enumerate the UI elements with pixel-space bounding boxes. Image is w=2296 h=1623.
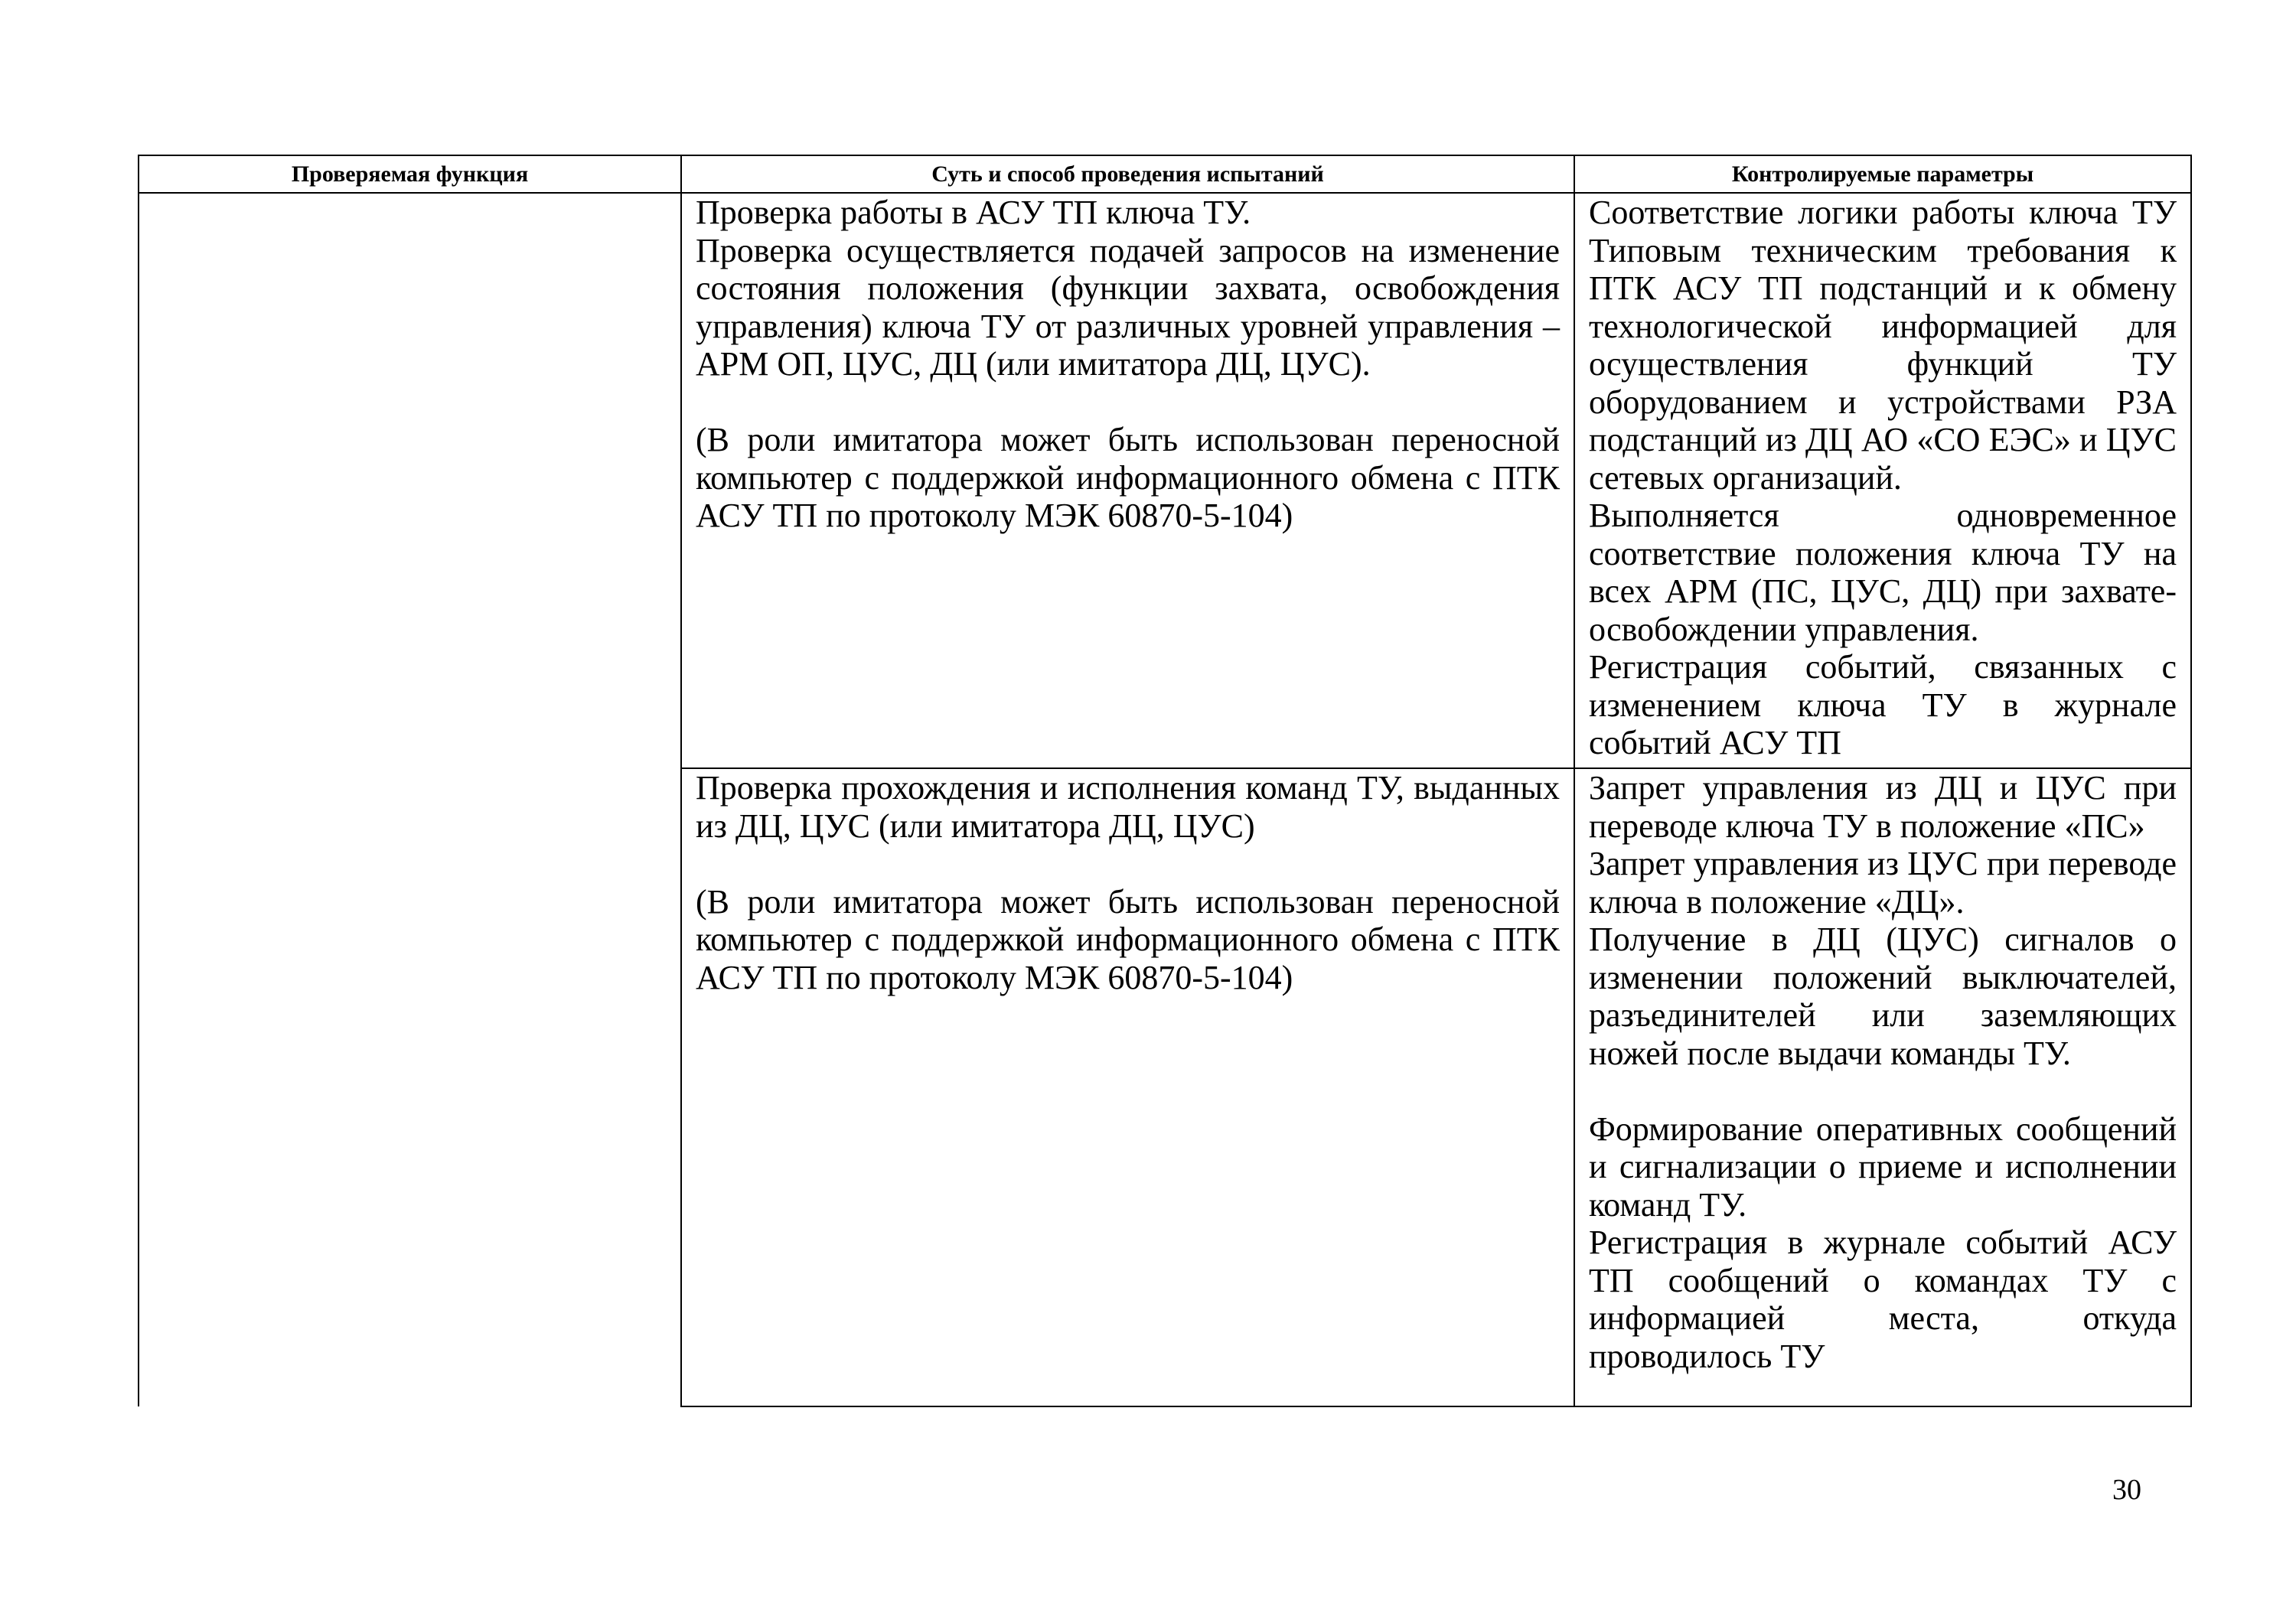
header-params: Контролируемые параметры	[1574, 155, 2191, 193]
params-cell	[1574, 768, 2191, 1406]
params-paragraph: Получение в ДЦ (ЦУС) сигналов о изменении положений выключателей, разъединителей или заземляющих ножей после выдачи команды ТУ.	[1589, 921, 2177, 1072]
header-function: Проверяемая функция	[139, 155, 681, 193]
method-paragraph: (В роли имитатора может быть использован переносной компьютер с поддержкой информационного обмена с ПТК АСУ ТП по протоколу МЭК 60870-5-104)	[696, 421, 1560, 534]
method-paragraph: (В роли имитатора может быть использован переносной компьютер с поддержкой информационного обмена с ПТК АСУ ТП по протоколу МЭК 60870-5-104)	[696, 882, 1560, 996]
method-paragraph: Проверка работы в АСУ ТП ключа ТУ.	[696, 194, 1251, 231]
method-cell	[681, 768, 1574, 1406]
params-paragraph: Выполняется одновременное соответствие положения ключа ТУ на всех АРМ (ПС, ЦУС, ДЦ) при захвате-освобождении управления.	[1589, 497, 2177, 648]
params-paragraph: Регистрация событий, связанных с изменением ключа ТУ в журнале событий АСУ ТП	[1589, 648, 2177, 761]
params-paragraph: Запрет управления из ЦУС при переводе ключа в положение «ДЦ».	[1589, 845, 2177, 921]
header-method: Суть и способ проведения испытаний	[681, 155, 1574, 193]
params-cell	[1574, 193, 2191, 768]
method-paragraph: Проверка осуществляется подачей запросов на изменение состояния положения (функции захвата, освобождения управления) ключа ТУ от различных уровней управления – АРМ ОП, ЦУС, ДЦ (или имитатора ДЦ, ЦУС).	[696, 231, 1560, 383]
test-table	[138, 155, 2192, 1407]
function-cell	[139, 193, 681, 768]
table-row	[139, 193, 2191, 768]
params-paragraph: Формирование оперативных сообщений и сигнализации о приеме и исполнении команд ТУ.	[1589, 1110, 2177, 1224]
params-paragraph: Запрет управления из ДЦ и ЦУС при переводе ключа ТУ в положение «ПС»	[1589, 769, 2177, 845]
function-cell	[139, 768, 681, 1406]
method-paragraph: Проверка прохождения и исполнения команд ТУ, выданных из ДЦ, ЦУС (или имитатора ДЦ, ЦУС)	[696, 769, 1560, 845]
method-cell	[681, 193, 1574, 768]
page-number: 30	[2112, 1474, 2141, 1506]
table-row	[139, 768, 2191, 1406]
params-paragraph: Регистрация в журнале событий АСУ ТП сообщений о командах ТУ с информацией места, откуда проводилось ТУ	[1589, 1224, 2177, 1375]
table-header-row	[139, 155, 2191, 193]
params-paragraph: Соответствие логики работы ключа ТУ Типовым техническим требования к ПТК АСУ ТП подстанций и к обмену технологической информацией для осуществления функций ТУ оборудованием и устройствами РЗА подстанций из ДЦ АО «СО ЕЭС» и ЦУС сетевых организаций.	[1589, 194, 2177, 497]
